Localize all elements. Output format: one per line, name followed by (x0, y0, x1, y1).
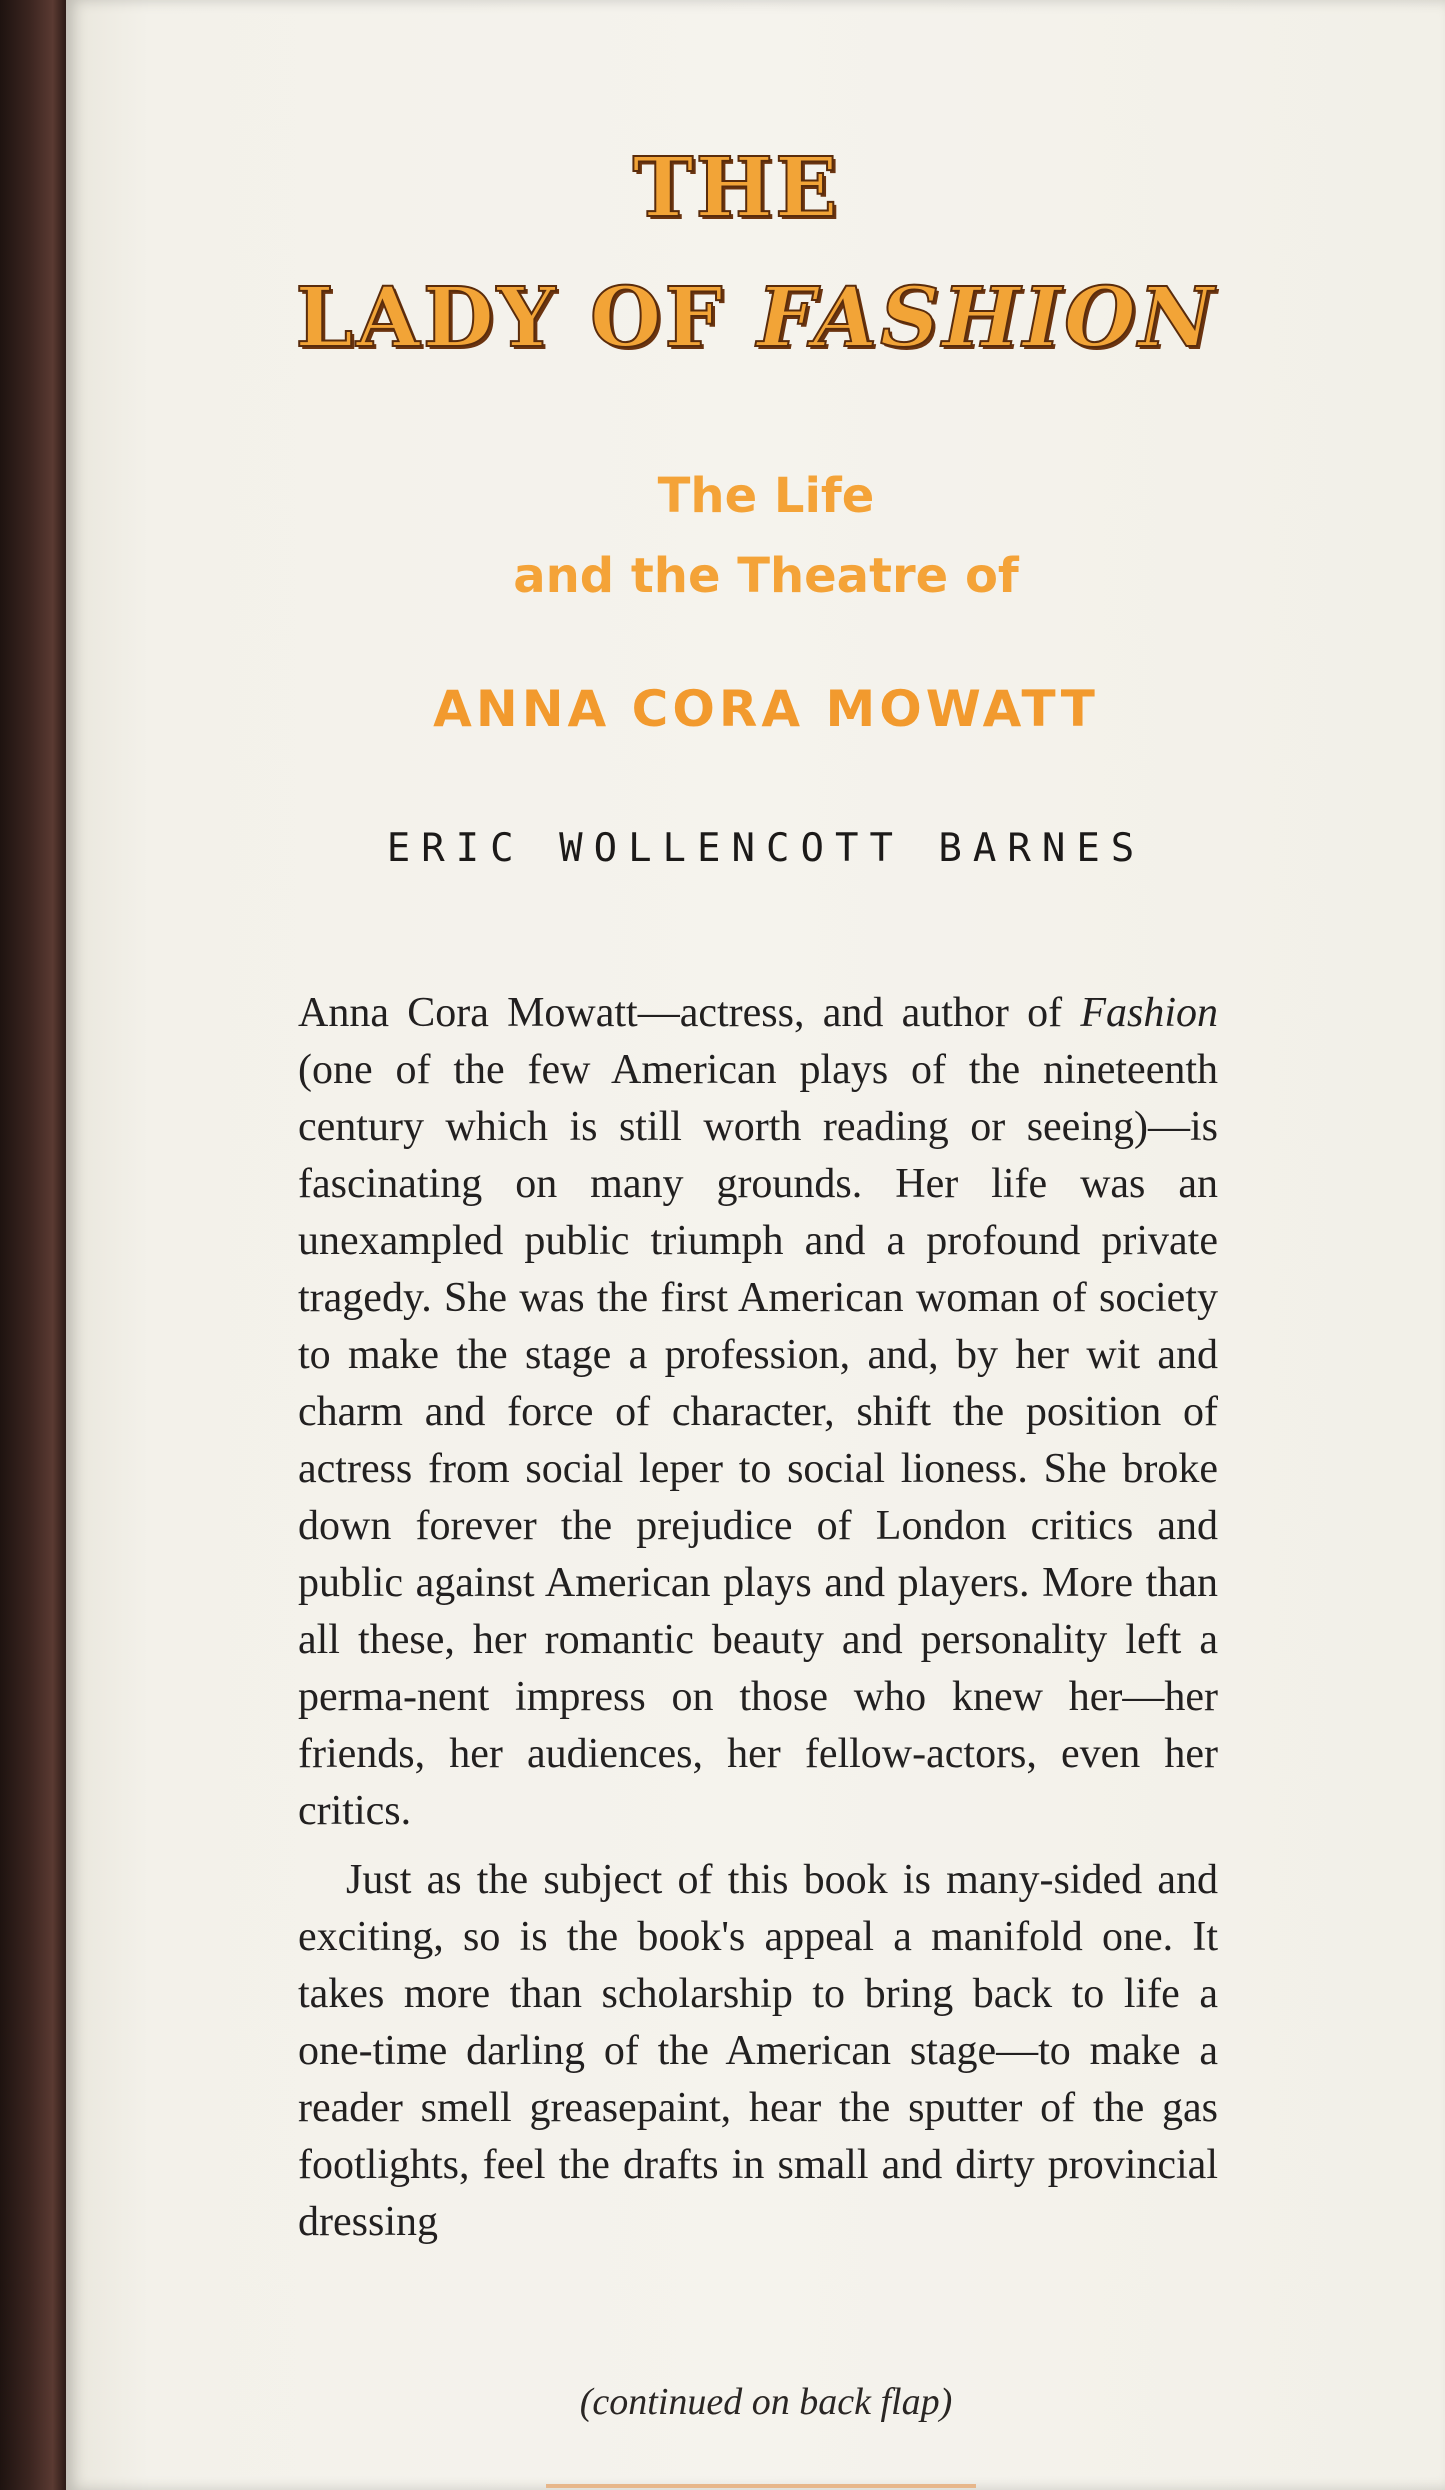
paragraph-1 (298, 985, 1218, 1840)
author-name: ERIC WOLLENCOTT BARNES (386, 826, 1146, 871)
continued-note: (continued on back flap) (579, 2381, 953, 2423)
paragraph-1-start: Anna Cora Mowatt—actress, and author of (298, 990, 1081, 1036)
title-line-the: THE (632, 140, 840, 236)
title-fashion: FASHION (757, 270, 1217, 366)
flap-copy (298, 985, 1218, 2251)
subject-name: ANNA CORA MOWATT (433, 680, 1099, 738)
jacket-flap (66, 0, 1445, 2490)
paragraph-2: Just as the subject of this book is many-sided and exciting, so is the book's appeal a manifold one. It takes more than scholarship to bring back to life a one-time darling of the American stage—to make a reader smell greasepaint, hear the sputter of the gas footlights, feel the drafts in small and dirty provincial dressing (298, 1857, 1218, 2245)
subtitle-line-2: and the Theatre of (513, 548, 1019, 604)
bottom-edge-mark (546, 2484, 976, 2488)
title-line-lady-of-fashion (226, 270, 1286, 366)
title-lady-of: LADY OF (295, 270, 758, 366)
book-spine-edge (0, 0, 66, 2490)
paragraph-1-rest: (one of the few American plays of the nineteenth century which is still worth reading or seeing)—is fascinating on many grounds. Her life was an unexampled public triumph and a profound private tragedy. She was the first American woman of society to make the stage a profession, and, by her wit and charm and force of character, shift the position of actress from social leper to social lioness. She broke down forever the prejudice of London critics and public against American plays and players. More than all these, her romantic beauty and personality left a perma-nent impress on those who knew her—her friends, her audiences, her fellow-actors, even her critics. (298, 1047, 1218, 1834)
play-title-italic: Fashion (1080, 990, 1218, 1036)
subtitle-line-1: The Life (657, 468, 875, 524)
